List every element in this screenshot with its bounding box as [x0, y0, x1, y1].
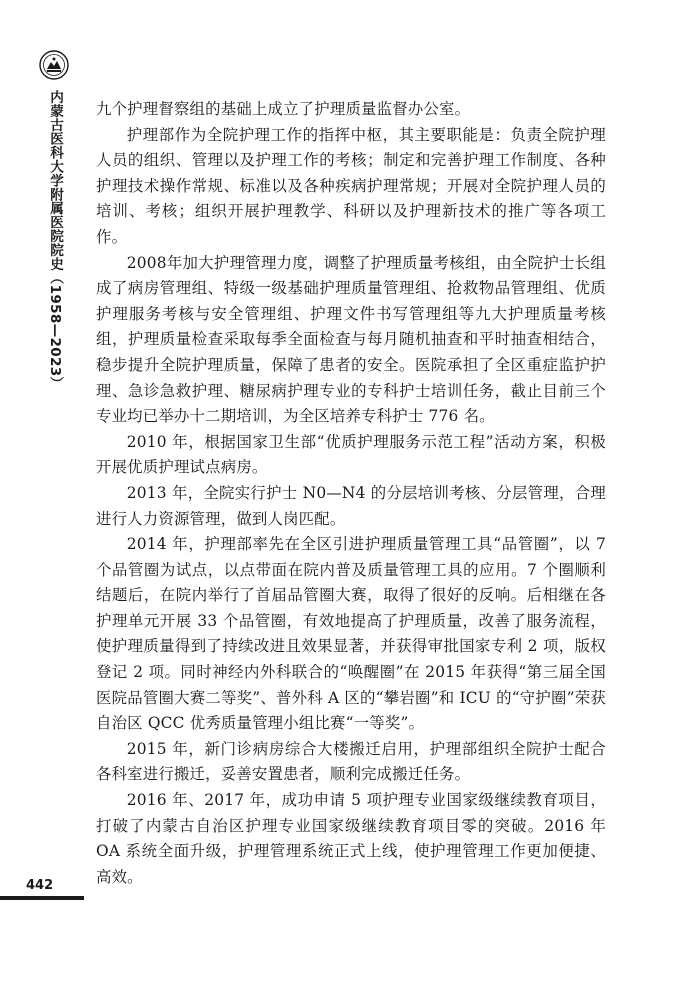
paragraph: 2008年加大护理管理力度，调整了护理质量考核组，由全院护士长组成了病房管理组、特级一级基础护理质量管理组、抢救物品管理组、优质护理服务考核与安全管理组、护理文件书写管理组等九大护理质量考核组，护理质量检查采取每季全面检查与每月随机抽查和平时抽查相结合，稳步提升全院护理质量，保障了患者的安全。医院承担了全区重症监护护理、急诊急救护理、糖尿病护理专业的专科护士培训任务，截止目前三个专业均已举办十二期培训，为全区培养专科护士 776 名。: [96, 253, 606, 426]
paragraph: 2015 年，新门诊病房综合大楼搬迁启用，护理部组织全院护士配合各科室进行搬迁，妥善安置患者，顺利完成搬迁任务。: [96, 739, 606, 784]
side-band: [31, 50, 71, 480]
paragraph: 2016 年、2017 年，成功申请 5 项护理专业国家级继续教育项目，打破了内蒙古自治区护理专业国家级继续教育项目零的突破。2016 年 OA 系统全面升级，护理管理系统正式上线，使护理管理工作更加便捷、高效。: [96, 791, 606, 886]
page-number: 442: [26, 878, 54, 893]
paragraph: 护理部作为全院护理工作的指挥中枢，其主要职能是：负责全院护理人员的组织、管理以及护理工作的考核；制定和完善护理工作制度、各种护理技术操作常规、标准以及各种疾病护理常规；开展对全院护理人员的培训、考核；组织开展护理教学、科研以及护理新技术的推广等各项工作。: [96, 125, 606, 246]
university-emblem-icon: [39, 50, 69, 80]
paragraph: 2013 年，全院实行护士 N0—N4 的分层培训考核、分层管理，合理进行人力资源管理，做到人岗匹配。: [96, 483, 606, 528]
paragraph: 九个护理督察组的基础上成立了护理质量监督办公室。: [96, 100, 471, 118]
page-number-rule: [0, 896, 84, 900]
body-text: [96, 97, 606, 890]
book-title: 内蒙古医科大学附属医院院史（1958—2023）: [47, 90, 63, 391]
paragraph: 2014 年，护理部率先在全区引进护理质量管理工具“品管圈”，以 7 个品管圈为试点，以点带面在院内普及质量管理工具的应用。7 个圈顺利结题后，在院内举行了首届品管圈大赛，取得了很好的反响。后相继在各护理单元开展 33 个品管圈，有效地提高了护理质量，改善了服务流程，使护理质量得到了持续改进且效果显著，并获得审批国家专利 2 项，版权登记 2 项。同时神经内外科联合的“唤醒圈”在 2015 年获得“第三届全国医院品管圈大赛二等奖”、普外科 A 区的“攀岩圈”和 ICU 的“守护圈”荣获自治区 QCC 优秀质量管理小组比赛“一等奖”。: [96, 535, 606, 733]
paragraph: 2010 年，根据国家卫生部“优质护理服务示范工程”活动方案，积极开展优质护理试点病房。: [96, 432, 606, 477]
